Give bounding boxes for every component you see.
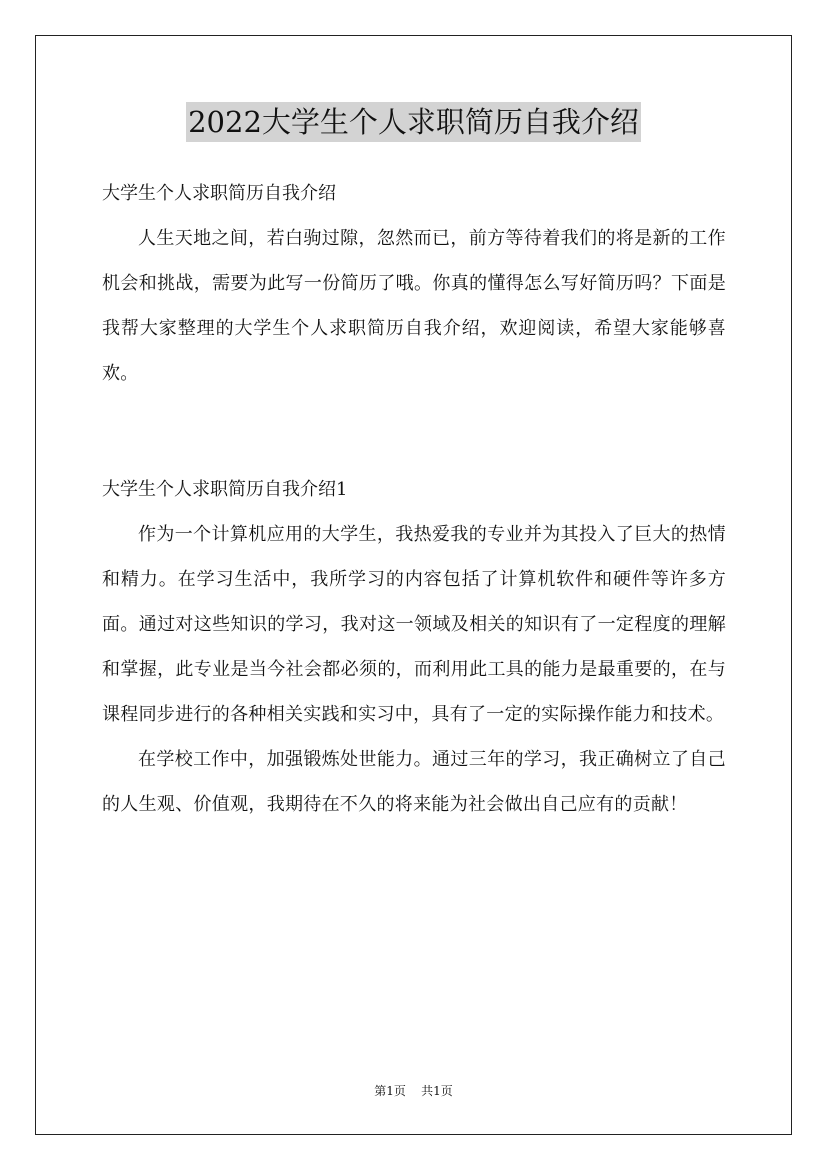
title-container (0, 102, 827, 142)
section-spacer (102, 396, 726, 468)
paragraph-1: 作为一个计算机应用的大学生，我热爱我的专业并为其投入了巨大的热情和精力。在学习生活中，我所学习的内容包括了计算机软件和硬件等许多方面。通过对这些知识的学习，我对这一领域及相关的知识有了一定程度的理解和掌握，此专业是当今社会都必须的，而利用此工具的能力是最重要的，在与课程同步进行的各种相关实践和实习中，具有了一定的实际操作能力和技术。 (102, 524, 726, 725)
intro-paragraph: 人生天地之间，若白驹过隙，忽然而已，前方等待着我们的将是新的工作机会和挑战，需要为此写一份简历了哦。你真的懂得怎么写好简历吗？下面是我帮大家整理的大学生个人求职简历自我介绍，欢迎阅读，希望大家能够喜欢。 (102, 228, 726, 384)
section-1-heading: 大学生个人求职简历自我介绍1 (102, 479, 348, 500)
page-total: 共1页 (421, 1084, 453, 1098)
document-title: 2022大学生个人求职简历自我介绍 (186, 102, 641, 142)
page-number: 第1页 (374, 1084, 406, 1098)
document-body (102, 172, 726, 827)
paragraph-2: 在学校工作中，加强锻炼处世能力。通过三年的学习，我正确树立了自己的人生观、价值观，我期待在不久的将来能为社会做出自己应有的贡献！ (102, 749, 726, 815)
page-footer (0, 1082, 827, 1100)
section-intro-heading: 大学生个人求职简历自我介绍 (102, 183, 336, 204)
footer-spacer (410, 1084, 418, 1098)
